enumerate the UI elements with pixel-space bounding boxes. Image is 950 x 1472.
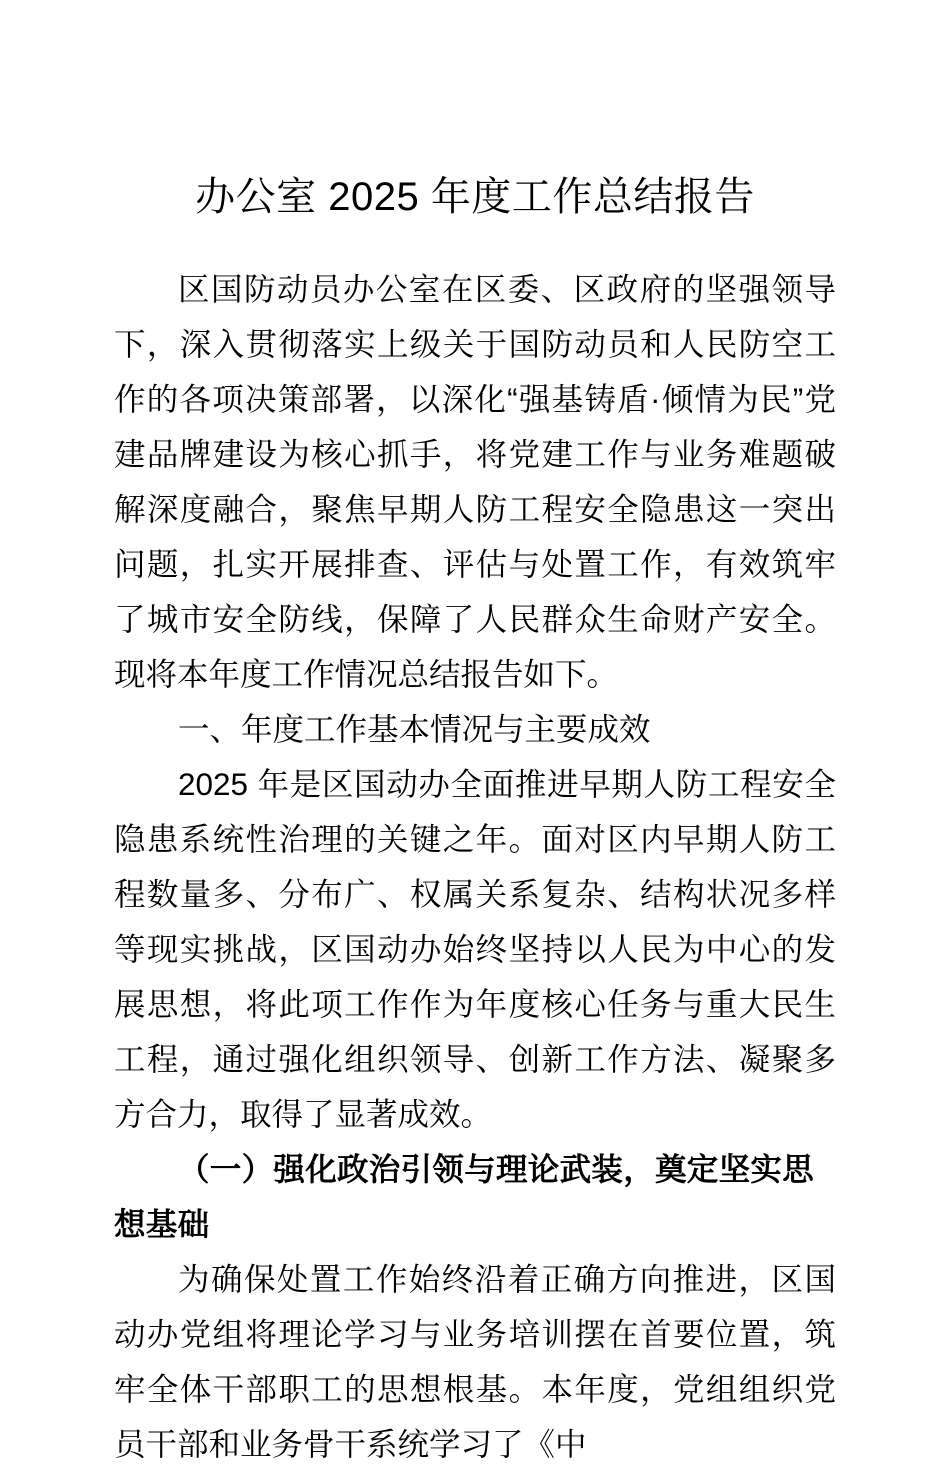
section-one-paragraph: 2025 年是区国动办全面推进早期人防工程安全隐患系统性治理的关键之年。面对区内早期人防工程数量多、分布广、权属关系复杂、结构状况多样等现实挑战，区国动办始终坚持以人民为中心的发展思想，将此项工作作为年度核心任务与重大民生工程，通过强化组织领导、创新工作方法、凝聚多方合力，取得了显著成效。 [114,766,836,1132]
page-title: 办公室 2025 年度工作总结报告 [195,175,755,219]
subsection-one-1-paragraph: 为确保处置工作始终沿着正确方向推进，区国动办党组将理论学习与业务培训摆在首要位置，筑牢全体干部职工的思想根基。本年度，党组组织党员干部和业务骨干系统学习了《中 [114,1261,836,1462]
intro-paragraph: 区国防动员办公室在区委、区政府的坚强领导下，深入贯彻落实上级关于国防动员和人民防空工作的各项决策部署，以深化“强基铸盾·倾情为民”党建品牌建设为核心抓手，将党建工作与业务难题破解深度融合，聚焦早期人防工程安全隐患这一突出问题，扎实开展排查、评估与处置工作，有效筑牢了城市安全防线，保障了人民群众生命财产安全。现将本年度工作情况总结报告如下。 [114,271,836,692]
section-heading-one: 一、年度工作基本情况与主要成效 [178,711,651,747]
subsection-heading-one-1: （一）强化政治引领与理论武装，奠定坚实思想基础 [114,1151,815,1242]
document-content [114,0,836,1472]
